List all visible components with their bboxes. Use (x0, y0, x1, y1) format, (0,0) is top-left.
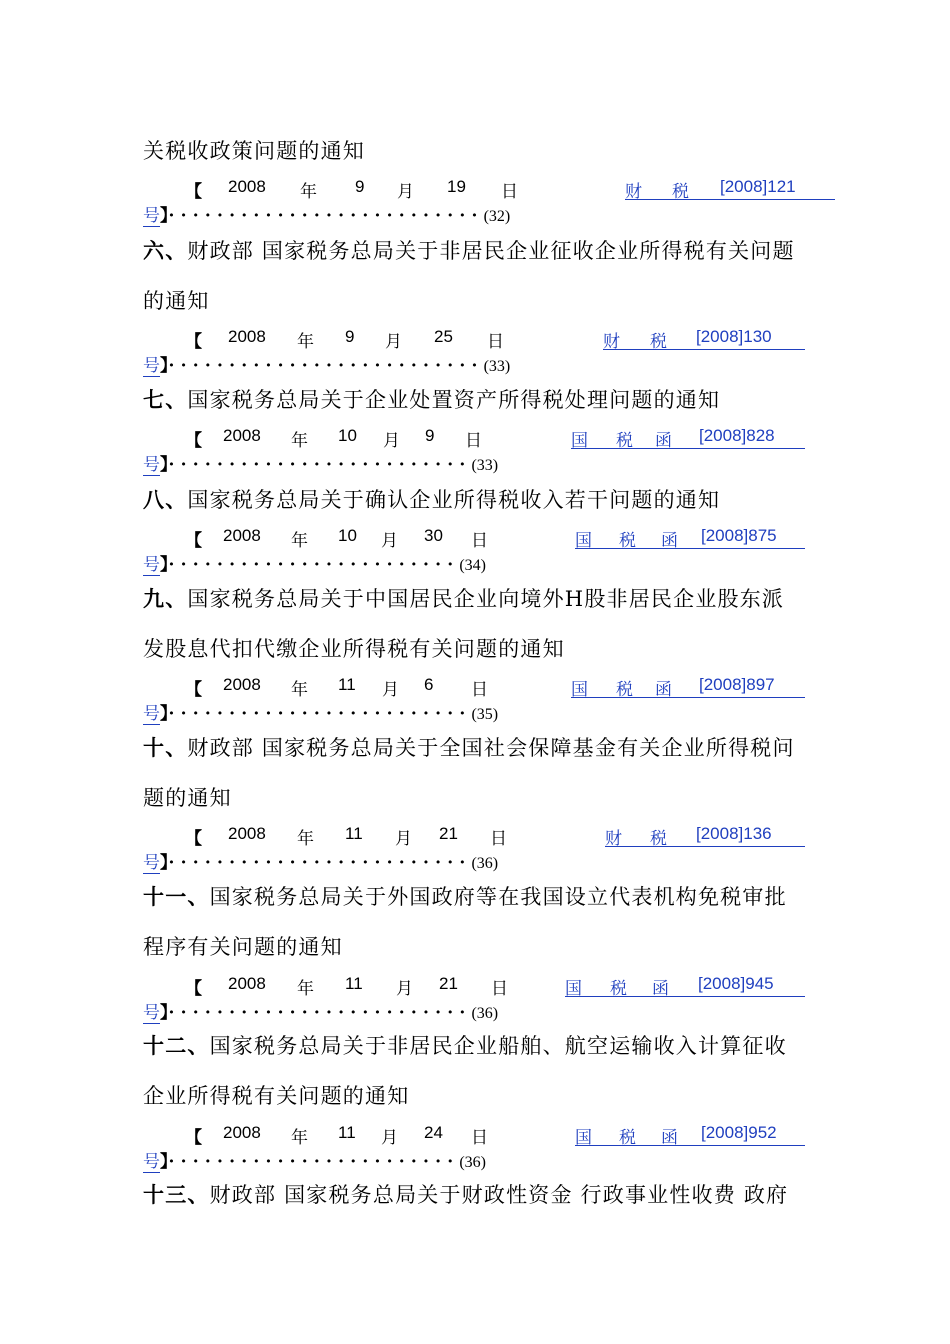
date-day: 19 (447, 177, 466, 196)
date-month: 11 (345, 824, 363, 843)
document-number-part: 税 (616, 431, 633, 450)
date-day-char: 日 (487, 332, 504, 351)
close-bracket: 】 (160, 1003, 169, 1023)
entry-title-text: 关税收政策问题的通知 (143, 139, 365, 163)
entry-title-line (143, 934, 343, 960)
close-bracket: 】 (160, 206, 169, 226)
document-number-part: 税 (619, 1128, 636, 1147)
entry-title-line (143, 1083, 409, 1109)
close-bracket: 】 (160, 356, 169, 376)
close-bracket: 】 (160, 853, 169, 873)
date-year-char: 年 (300, 182, 317, 201)
date-month: 9 (355, 177, 365, 196)
entry-page-line (143, 201, 823, 225)
entry-title-line (143, 138, 365, 164)
entry-date-line (185, 1123, 805, 1147)
date-month: 9 (345, 327, 355, 346)
entry-title-line (143, 785, 232, 811)
close-bracket: 】 (160, 455, 169, 475)
dot-leader: ·························· (168, 206, 484, 226)
entry-page-line (143, 699, 823, 723)
page-number: (36) (471, 855, 499, 872)
entry-number: 九、 (143, 586, 188, 611)
date-month: 10 (338, 526, 357, 545)
dot-leader: ·························· (168, 356, 484, 376)
dot-leader: ························· (168, 455, 472, 475)
date-day-char: 日 (471, 531, 488, 550)
date-month: 11 (338, 1123, 356, 1142)
date-day: 25 (434, 327, 453, 346)
date-year: 2008 (228, 177, 266, 196)
entry-title-line (143, 636, 565, 662)
date-month: 10 (338, 426, 357, 445)
dot-leader: ························· (168, 704, 472, 724)
dot-leader: ························· (168, 1003, 472, 1023)
date-year-char: 年 (291, 1128, 308, 1147)
entry-title-line (143, 487, 720, 513)
date-day-char: 日 (471, 1128, 488, 1147)
date-year: 2008 (228, 327, 266, 346)
date-day-char: 日 (490, 829, 507, 848)
document-number-link[interactable] (625, 177, 835, 200)
date-year: 2008 (223, 526, 261, 545)
close-bracket: 】 (160, 1152, 169, 1172)
document-number-part: [2008]828 (699, 426, 775, 445)
date-day-char: 日 (501, 182, 518, 201)
entry-date-line (185, 526, 805, 550)
document-number-part: 函 (661, 531, 678, 550)
document-number-suffix-link[interactable]: 号 (143, 1003, 160, 1023)
date-month-char: 月 (397, 182, 414, 201)
page-number: (33) (471, 457, 499, 474)
document-number-suffix-link[interactable]: 号 (143, 704, 160, 724)
date-month: 11 (338, 675, 356, 694)
entry-date-line (185, 974, 805, 998)
document-number-link[interactable] (575, 1123, 805, 1146)
document-number-part: 国 (575, 531, 592, 550)
page-number: (35) (471, 706, 499, 723)
entry-page-line (143, 450, 823, 474)
open-bracket: 【 (185, 979, 202, 999)
page-number: (36) (471, 1005, 499, 1022)
entry-number: 六、 (143, 238, 188, 263)
date-month-char: 月 (383, 431, 400, 450)
document-number-link[interactable] (603, 327, 805, 350)
document-number-suffix-link[interactable]: 号 (143, 206, 160, 226)
document-number-part: 国 (575, 1128, 592, 1147)
document-number-part: [2008]875 (701, 526, 777, 545)
entry-title-text: 企业所得税有关问题的通知 (143, 1084, 410, 1108)
entry-number: 八、 (143, 487, 188, 512)
date-day-char: 日 (465, 431, 482, 450)
date-year-char: 年 (297, 829, 314, 848)
date-year: 2008 (228, 974, 266, 993)
entry-date-line (185, 327, 805, 351)
entry-title-text: 发股息代扣代缴企业所得税有关问题的通知 (143, 637, 565, 661)
document-number-link[interactable] (565, 974, 805, 997)
document-number-part: 函 (652, 979, 669, 998)
date-day: 21 (439, 974, 458, 993)
dot-leader: ························ (168, 1152, 460, 1172)
document-number-part: [2008]136 (696, 824, 772, 843)
date-month-char: 月 (395, 829, 412, 848)
entry-title-text: 的通知 (143, 289, 210, 313)
date-year: 2008 (223, 1123, 261, 1142)
date-month-char: 月 (396, 979, 413, 998)
document-number-suffix-link[interactable]: 号 (143, 356, 160, 376)
document-number-part: 函 (655, 431, 672, 450)
entry-title-line (143, 735, 795, 761)
date-day: 24 (424, 1123, 443, 1142)
page-number: (32) (483, 208, 511, 225)
entry-date-line (185, 675, 805, 699)
date-month-char: 月 (381, 531, 398, 550)
entry-page-line (143, 1147, 823, 1171)
entry-title-text: 财政部 国家税务总局关于全国社会保障基金有关企业所得税问 (187, 736, 795, 760)
date-year-char: 年 (297, 979, 314, 998)
date-year-char: 年 (297, 332, 314, 351)
document-number-suffix-link[interactable]: 号 (143, 455, 160, 475)
date-month: 11 (345, 974, 363, 993)
document-number-part: 国 (571, 680, 588, 699)
document-number-suffix-link[interactable]: 号 (143, 555, 160, 575)
document-number-link[interactable] (571, 675, 805, 698)
entry-title-line (143, 238, 795, 264)
date-year-char: 年 (291, 680, 308, 699)
close-bracket: 】 (160, 704, 169, 724)
date-day: 21 (439, 824, 458, 843)
date-day: 6 (424, 675, 434, 694)
close-bracket: 】 (160, 555, 169, 575)
entry-title-text: 国家税务总局关于非居民企业船舶、航空运输收入计算征收 (209, 1034, 787, 1058)
date-day: 30 (424, 526, 443, 545)
document-number-part: [2008]121 (720, 177, 796, 196)
entry-title-text: 国家税务总局关于企业处置资产所得税处理问题的通知 (187, 388, 721, 412)
date-month-char: 月 (381, 1128, 398, 1147)
date-day-char: 日 (491, 979, 508, 998)
open-bracket: 【 (185, 531, 202, 551)
date-year-char: 年 (291, 431, 308, 450)
document-number-part: [2008]897 (699, 675, 775, 694)
entry-number: 十、 (143, 735, 188, 760)
entry-title-text: 财政部 国家税务总局关于非居民企业征收企业所得税有关问题 (187, 239, 795, 263)
date-month-char: 月 (382, 680, 399, 699)
document-number-suffix-link[interactable]: 号 (143, 853, 160, 873)
date-year: 2008 (223, 675, 261, 694)
entry-date-line (185, 426, 805, 450)
dot-leader: ························ (168, 555, 460, 575)
open-bracket: 【 (185, 332, 202, 352)
entry-page-line (143, 848, 823, 872)
document-number-part: 税 (619, 531, 636, 550)
open-bracket: 【 (185, 829, 202, 849)
entry-date-line (185, 824, 805, 848)
dot-leader: ························· (168, 853, 472, 873)
entry-page-line (143, 550, 823, 574)
document-number-part: 财 (625, 182, 642, 201)
date-year: 2008 (228, 824, 266, 843)
entry-title-line (143, 586, 784, 612)
page-number: (36) (459, 1154, 486, 1171)
open-bracket: 【 (185, 182, 202, 202)
document-number-part: 国 (565, 979, 582, 998)
entry-number: 十三、 (143, 1182, 210, 1207)
document-number-part: 财 (605, 829, 622, 848)
date-day-char: 日 (471, 680, 488, 699)
entry-title-line (143, 1033, 787, 1059)
entry-title-line (143, 884, 787, 910)
document-number-part: 税 (650, 829, 667, 848)
document-number-part: 函 (661, 1128, 678, 1147)
entry-title-line (143, 387, 720, 413)
entry-number: 七、 (143, 387, 188, 412)
document-number-part: 税 (616, 680, 633, 699)
document-number-part: 税 (672, 182, 689, 201)
document-number-part: 函 (655, 680, 672, 699)
date-year-char: 年 (291, 531, 308, 550)
entry-title-line (143, 288, 210, 314)
document-number-part: [2008]130 (696, 327, 772, 346)
open-bracket: 【 (185, 680, 202, 700)
date-day: 9 (425, 426, 435, 445)
page-number: (34) (459, 557, 486, 574)
page-number: (33) (483, 358, 511, 375)
entry-title-text: 国家税务总局关于确认企业所得税收入若干问题的通知 (187, 488, 721, 512)
document-number-part: 国 (571, 431, 588, 450)
entry-title-text: 程序有关问题的通知 (143, 935, 343, 959)
document-number-link[interactable] (571, 426, 805, 449)
entry-title-line (143, 1182, 788, 1208)
entry-page-line (143, 998, 823, 1022)
entry-title-text: 国家税务总局关于外国政府等在我国设立代表机构免税审批 (209, 885, 787, 909)
entry-number: 十二、 (143, 1033, 210, 1058)
entry-date-line (185, 177, 805, 201)
document-number-part: 税 (610, 979, 627, 998)
entry-title-text: 财政部 国家税务总局关于财政性资金 行政事业性收费 政府 (209, 1183, 789, 1207)
date-year: 2008 (223, 426, 261, 445)
document-number-link[interactable] (575, 526, 805, 549)
entry-title-text: 题的通知 (143, 786, 232, 810)
entry-number: 十一、 (143, 884, 210, 909)
entry-page-line (143, 351, 823, 375)
document-number-suffix-link[interactable]: 号 (143, 1152, 160, 1172)
date-month-char: 月 (385, 332, 402, 351)
open-bracket: 【 (185, 431, 202, 451)
document-number-link[interactable] (605, 824, 805, 847)
open-bracket: 【 (185, 1128, 202, 1148)
document-number-part: 财 (603, 332, 620, 351)
entry-title-text: 国家税务总局关于中国居民企业向境外H股非居民企业股东派 (187, 587, 785, 611)
document-number-part: [2008]945 (698, 974, 774, 993)
document-number-part: 税 (650, 332, 667, 351)
document-number-part: [2008]952 (701, 1123, 777, 1142)
